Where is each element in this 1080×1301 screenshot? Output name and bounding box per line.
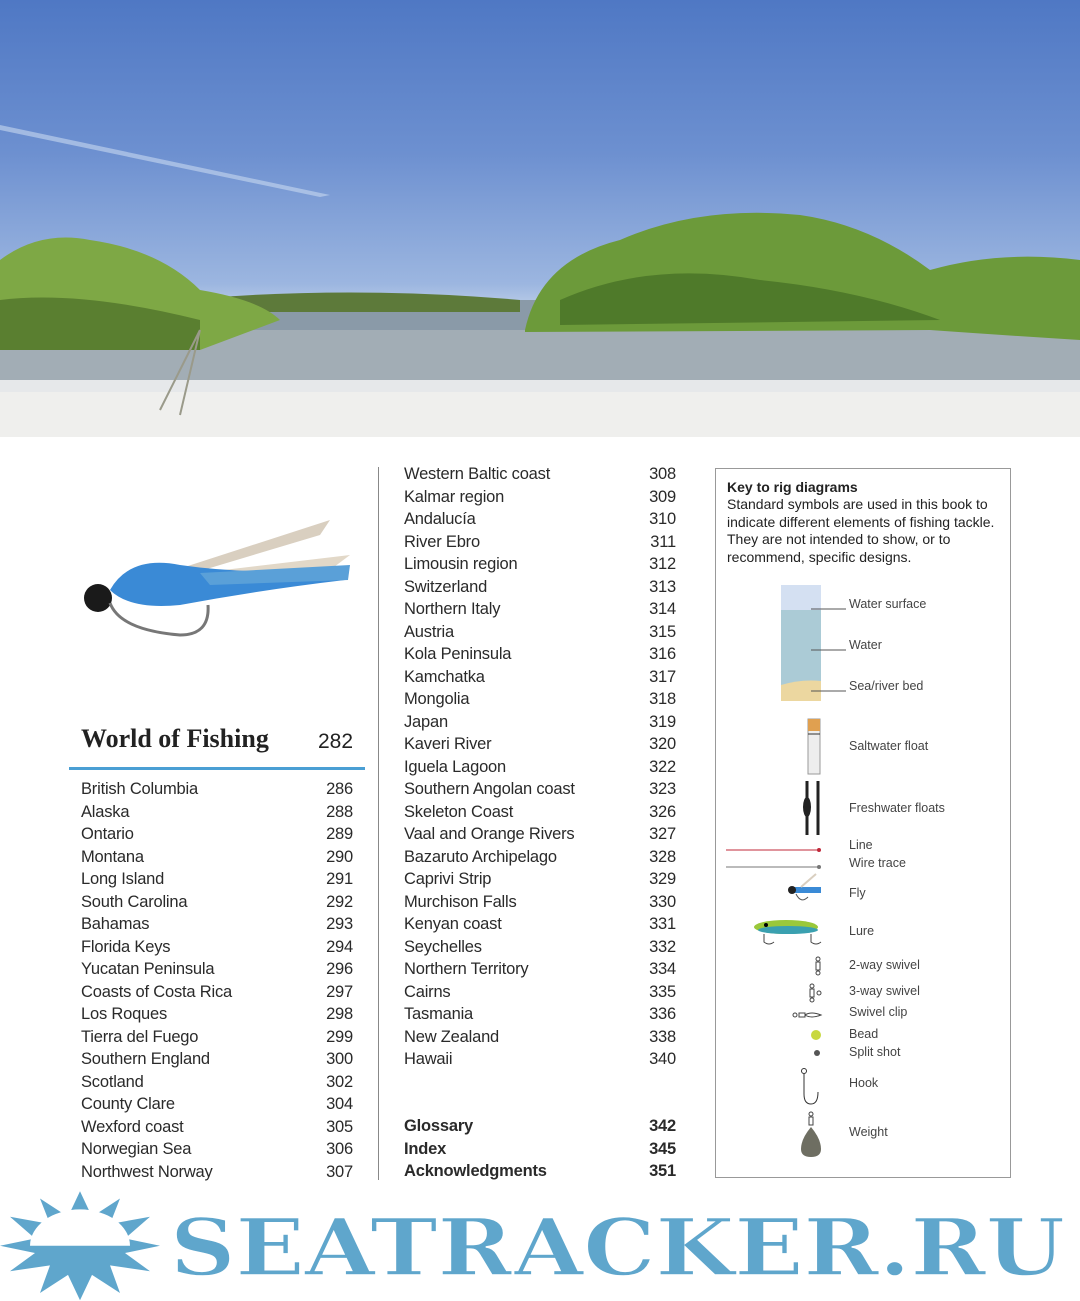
- toc-entry-page: 291: [326, 870, 353, 888]
- toc-entry[interactable]: [81, 801, 353, 823]
- toc-entry[interactable]: [404, 868, 676, 890]
- toc-entry[interactable]: [81, 1048, 353, 1070]
- toc-entry-page: 289: [326, 825, 353, 843]
- toc-entry-label: Vaal and Orange Rivers: [404, 825, 575, 843]
- toc-entry[interactable]: [81, 958, 353, 980]
- sun-logo-icon: [0, 1191, 160, 1300]
- toc-entry-label: Florida Keys: [81, 937, 171, 956]
- toc-entry-page: 298: [326, 1005, 353, 1023]
- toc-entry-page: 315: [649, 622, 676, 641]
- toc-entry-page: 290: [326, 847, 353, 866]
- toc-entry-label: Iguela Lagoon: [404, 757, 506, 776]
- toc-entry-label: Los Roques: [81, 1005, 168, 1023]
- key-label-water-surface: Water surface: [849, 597, 927, 611]
- toc-entry-page: 340: [649, 1050, 676, 1068]
- toc-entry[interactable]: [404, 1048, 676, 1070]
- toc-entry[interactable]: [404, 891, 676, 913]
- toc-entry-page: 308: [649, 465, 676, 483]
- toc-entry[interactable]: [404, 553, 676, 575]
- toc-entry-page: 311: [650, 532, 676, 551]
- toc-entry-label: Norwegian Sea: [81, 1140, 192, 1158]
- toc-entry-page: 322: [649, 757, 676, 776]
- toc-entry[interactable]: [404, 733, 676, 755]
- toc-entry-page: 318: [649, 690, 676, 708]
- toc-entry-label: Scotland: [81, 1072, 144, 1091]
- toc-entry-label: Index: [404, 1139, 447, 1158]
- toc-entry-label: Yucatan Peninsula: [81, 960, 215, 978]
- key-label-split-shot: Split shot: [849, 1045, 901, 1059]
- toc-entry[interactable]: [81, 913, 353, 935]
- toc-entry-page: 288: [326, 802, 353, 821]
- rig-symbols: [716, 469, 1012, 1179]
- toc-entry-page: 323: [649, 780, 676, 798]
- toc-entry-page: 330: [649, 892, 676, 911]
- toc-entry[interactable]: [81, 846, 353, 868]
- toc-entry-page: 326: [649, 802, 676, 821]
- toc-entry[interactable]: [81, 1116, 353, 1138]
- toc-entry-label: Skeleton Coast: [404, 802, 514, 821]
- toc-entry-page: 319: [649, 712, 676, 731]
- toc-entry-label: Japan: [404, 712, 448, 731]
- hook-icon: [804, 1074, 818, 1104]
- toc-entry-label: Tasmania: [404, 1005, 474, 1023]
- toc-entry-page: 297: [326, 982, 353, 1001]
- toc-entry[interactable]: [404, 1160, 676, 1182]
- toc-entry-label: Western Baltic coast: [404, 465, 551, 483]
- toc-entry-label: Montana: [81, 847, 144, 866]
- toc-entry-page: 351: [649, 1162, 676, 1180]
- toc-entry-label: New Zealand: [404, 1027, 500, 1046]
- key-label-fly: Fly: [849, 886, 866, 900]
- toc-entry[interactable]: [404, 598, 676, 620]
- toc-entry-page: 294: [326, 937, 353, 956]
- toc-entry[interactable]: [81, 891, 353, 913]
- toc-entry-page: 332: [649, 937, 676, 956]
- toc-entry-page: 312: [649, 555, 676, 573]
- toc-entry[interactable]: [404, 643, 676, 665]
- toc-entry-label: Coasts of Costa Rica: [81, 982, 232, 1001]
- toc-entry-label: Kaveri River: [404, 735, 492, 753]
- toc-entry[interactable]: [81, 1003, 353, 1025]
- toc-entry[interactable]: [81, 1071, 353, 1093]
- toc-entry-label: South Carolina: [81, 892, 188, 911]
- bead-icon: [811, 1030, 821, 1040]
- toc-entry-page: 313: [649, 577, 676, 596]
- split-shot-icon: [814, 1050, 820, 1056]
- toc-entry-label: Seychelles: [404, 937, 482, 956]
- toc-entry[interactable]: [81, 936, 353, 958]
- key-label-line: Line: [849, 838, 873, 852]
- toc-entry-label: Austria: [404, 622, 454, 641]
- two-way-swivel-icon: [816, 957, 820, 975]
- swivel-clip-icon: [793, 1013, 821, 1017]
- toc-entry[interactable]: [404, 621, 676, 643]
- toc-entry-page: 317: [649, 667, 676, 686]
- toc-entry-label: Kalmar region: [404, 487, 505, 506]
- key-title: Key to rig diagrams: [727, 479, 858, 495]
- toc-entry-page: 305: [326, 1117, 353, 1136]
- toc-entry-page: 293: [326, 915, 353, 933]
- key-label-swivel-clip: Swivel clip: [849, 1005, 908, 1019]
- key-label-weight: Weight: [849, 1125, 888, 1139]
- toc-entry[interactable]: [81, 981, 353, 1003]
- toc-entry-page: 292: [326, 892, 353, 911]
- toc-entry-page: 338: [649, 1027, 676, 1046]
- water-column-icon: [781, 585, 846, 701]
- toc-entry[interactable]: [81, 868, 353, 890]
- toc-entry-page: 335: [649, 982, 676, 1001]
- toc-entry-page: 304: [326, 1095, 353, 1113]
- toc-entry-label: Acknowledgments: [404, 1162, 547, 1180]
- section-title: World of Fishing: [81, 724, 269, 753]
- toc-entry[interactable]: [404, 463, 676, 485]
- lure-icon: [754, 920, 821, 944]
- toc-entry-page: 327: [649, 825, 676, 843]
- toc-entry[interactable]: [404, 1026, 676, 1048]
- toc-entry-label: Northwest Norway: [81, 1162, 213, 1181]
- freshwater-floats-icon: [803, 781, 818, 835]
- key-label-freshwater-floats: Freshwater floats: [849, 801, 945, 815]
- toc-entry[interactable]: [404, 823, 676, 845]
- toc-entry[interactable]: [404, 981, 676, 1003]
- toc-entry-page: 342: [649, 1117, 676, 1135]
- toc-entry-label: Bahamas: [81, 915, 150, 933]
- fly-lure-image: [70, 495, 360, 655]
- toc-entry[interactable]: [404, 711, 676, 733]
- column-divider: [378, 467, 379, 1180]
- toc-entry-page: 334: [649, 960, 676, 978]
- toc-entry[interactable]: [404, 936, 676, 958]
- toc-entry-page: 302: [326, 1072, 353, 1091]
- toc-entry-label: Switzerland: [404, 577, 488, 596]
- toc-entry-label: Andalucía: [404, 510, 476, 528]
- toc-entry-label: Alaska: [81, 802, 130, 821]
- toc-entry-label: Tierra del Fuego: [81, 1027, 199, 1046]
- toc-entry[interactable]: [404, 576, 676, 598]
- toc-entry-label: Limousin region: [404, 555, 518, 573]
- toc-entry[interactable]: [404, 958, 676, 980]
- toc-entry[interactable]: [81, 778, 353, 800]
- key-label-lure: Lure: [849, 924, 875, 938]
- key-description: Standard symbols are used in this book to indicate different elements of fishing tackle. They are not intended to show, or to recommend, specific designs.: [727, 496, 995, 565]
- toc-entry[interactable]: [404, 531, 676, 553]
- toc-entry-label: Mongolia: [404, 690, 470, 708]
- toc-entry-page: 299: [326, 1027, 353, 1046]
- toc-entry[interactable]: [404, 756, 676, 778]
- fly-icon: [788, 874, 821, 900]
- toc-entry-label: Kola Peninsula: [404, 645, 512, 663]
- toc-entry-label: Long Island: [81, 870, 165, 888]
- toc-entry-label: Hawaii: [404, 1050, 453, 1068]
- toc-entry-page: 331: [649, 915, 676, 933]
- toc-entry-page: 307: [326, 1162, 353, 1181]
- toc-entry-label: Bazaruto Archipelago: [404, 847, 557, 866]
- toc-entry-page: 306: [326, 1140, 353, 1158]
- toc-entry-label: Northern Territory: [404, 960, 529, 978]
- seatracker-watermark: [0, 1184, 1080, 1301]
- toc-entry[interactable]: [404, 846, 676, 868]
- toc-entry[interactable]: [81, 1138, 353, 1160]
- toc-entry-label: British Columbia: [81, 780, 198, 798]
- key-label-hook: Hook: [849, 1076, 879, 1090]
- mangrove-lagoon-photo: [0, 0, 1080, 437]
- toc-entry[interactable]: [81, 1093, 353, 1115]
- toc-entry-page: 320: [649, 735, 676, 753]
- toc-entry[interactable]: [404, 688, 676, 710]
- toc-entry-page: 329: [649, 870, 676, 888]
- toc-entry-label: Murchison Falls: [404, 892, 517, 911]
- toc-entry-label: Wexford coast: [81, 1117, 184, 1136]
- toc-entry-page: 328: [649, 847, 676, 866]
- section-page: 282: [318, 730, 354, 753]
- toc-entry-label: River Ebro: [404, 532, 480, 551]
- toc-entry-page: 345: [649, 1139, 676, 1158]
- toc-entry-label: Glossary: [404, 1117, 474, 1135]
- toc-entry-page: 316: [649, 645, 676, 663]
- section-rule: [69, 767, 365, 770]
- toc-entry-page: 286: [326, 780, 353, 798]
- toc-entry[interactable]: [81, 823, 353, 845]
- key-label-water: Water: [849, 638, 882, 652]
- toc-entry[interactable]: [81, 1161, 353, 1183]
- toc-entry[interactable]: [404, 666, 676, 688]
- toc-entry-label: Northern Italy: [404, 600, 501, 618]
- toc-entry-page: 296: [326, 960, 353, 978]
- toc-entry-label: Ontario: [81, 825, 134, 843]
- toc-entry-label: Kamchatka: [404, 667, 485, 686]
- key-label-bead: Bead: [849, 1027, 879, 1041]
- toc-entry-label: Southern England: [81, 1050, 210, 1068]
- weight-icon: [801, 1112, 821, 1157]
- saltwater-float-icon: [808, 719, 820, 774]
- rig-key-box: [715, 468, 1011, 1178]
- toc-entry[interactable]: [404, 913, 676, 935]
- toc-entry-page: 310: [649, 510, 676, 528]
- toc-entry[interactable]: [404, 1003, 676, 1025]
- toc-entry[interactable]: [404, 801, 676, 823]
- toc-entry[interactable]: [404, 778, 676, 800]
- toc-entry[interactable]: [404, 1138, 676, 1160]
- toc-entry-label: Southern Angolan coast: [404, 780, 575, 798]
- toc-entry-label: County Clare: [81, 1095, 175, 1113]
- toc-entry-page: 336: [649, 1005, 676, 1023]
- toc-entry[interactable]: [404, 486, 676, 508]
- watermark-text: SEATRACKER.RU: [170, 1201, 1065, 1294]
- toc-entry[interactable]: [404, 1115, 676, 1137]
- toc-entry-label: Kenyan coast: [404, 915, 502, 933]
- three-way-swivel-icon: [810, 984, 821, 1002]
- toc-entry-label: Cairns: [404, 982, 451, 1001]
- toc-entry[interactable]: [81, 1026, 353, 1048]
- toc-entry-page: 300: [326, 1050, 353, 1068]
- key-label-saltwater-float: Saltwater float: [849, 739, 929, 753]
- key-label-bed: Sea/river bed: [849, 679, 924, 693]
- toc-entry-label: Caprivi Strip: [404, 870, 492, 888]
- key-label-wire-trace: Wire trace: [849, 856, 906, 870]
- toc-entry[interactable]: [404, 508, 676, 530]
- toc-entry-page: 314: [649, 600, 676, 618]
- toc-entry-page: 309: [649, 487, 676, 506]
- key-label-3-way-swivel: 3-way swivel: [849, 984, 920, 998]
- key-label-2-way-swivel: 2-way swivel: [849, 958, 920, 972]
